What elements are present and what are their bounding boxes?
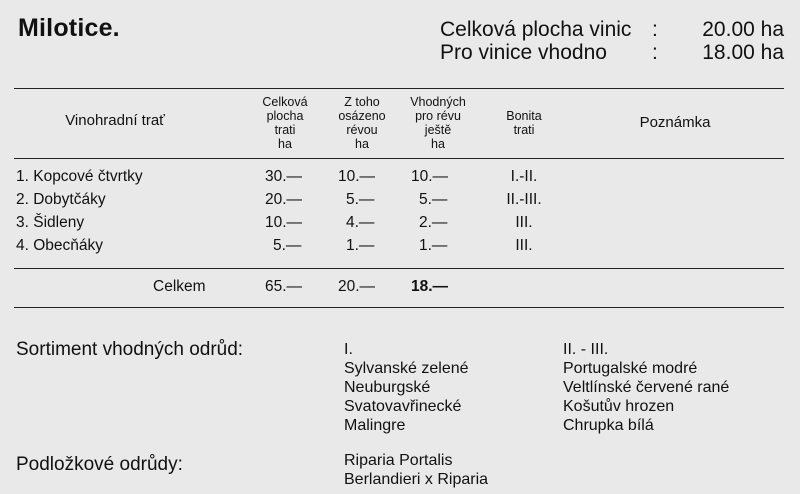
header-planted: Z toho osázeno révou ha [338, 95, 386, 151]
row-3-rating: III. [515, 214, 533, 231]
header-total-area: Celková plocha trati ha [262, 95, 308, 151]
list-item: Neuburgské [344, 379, 431, 396]
table-top-rule [14, 88, 784, 89]
row-1-suitable: 10.— [411, 168, 449, 185]
row-2-rating: II.-III. [506, 191, 542, 208]
varieties-group2-list [563, 359, 729, 435]
row-2-planted: 5.— [346, 191, 375, 208]
header-suitable: Vhodných pro révu ještě ha [410, 95, 466, 151]
totals-planted: 20.— [338, 278, 376, 295]
rootstocks-label: Podložkové odrůdy: [16, 454, 183, 475]
header-rating: Bonita trati [506, 109, 542, 137]
row-3-suitable: 2.— [419, 214, 448, 231]
list-item: Portugalské modré [563, 360, 698, 377]
totals-total: 65.— [265, 278, 303, 295]
list-item: Riparia Portalis [344, 452, 453, 469]
row-4-rating: III. [515, 237, 533, 254]
varieties-label: Sortiment vhodných odrůd: [16, 339, 244, 360]
table-bottom-rule [14, 307, 784, 308]
row-4-planted: 1.— [346, 237, 375, 254]
total-area-value: 20.00 ha [702, 18, 784, 41]
rootstocks-list [344, 451, 488, 489]
page-title: Milotice. [18, 14, 120, 42]
total-area-colon: : [652, 18, 658, 41]
list-item: Veltlínské červené rané [563, 379, 730, 396]
suitable-area-value: 18.00 ha [702, 41, 784, 64]
header-vineyard: Vinohradní trať [65, 112, 165, 129]
list-item: Berlandieri x Riparia [344, 471, 489, 488]
row-2-name: 2. Dobytčáky [16, 191, 106, 208]
row-4-name: 4. Obecňáky [16, 237, 104, 254]
list-item: Sylvanské zelené [344, 360, 469, 377]
row-2-suitable: 5.— [419, 191, 448, 208]
list-item: Malingre [344, 417, 406, 434]
table-body-rule [14, 268, 784, 269]
row-1-total: 30.— [265, 168, 303, 185]
row-1-name: 1. Kopcové čtvrtky [16, 168, 143, 185]
row-3-planted: 4.— [346, 214, 375, 231]
header-note: Poznámka [639, 114, 711, 131]
row-2-total: 20.— [265, 191, 303, 208]
list-item: Košutův hrozen [563, 398, 675, 415]
suitable-area-colon: : [652, 41, 658, 64]
varieties-group2-heading: II. - III. [563, 341, 609, 358]
row-1-rating: I.-II. [510, 168, 538, 185]
row-4-total: 5.— [273, 237, 302, 254]
varieties-group1-heading: I. [344, 341, 353, 358]
row-3-name: 3. Šidleny [16, 214, 85, 231]
suitable-area-label: Pro vinice vhodno [440, 41, 607, 64]
row-1-planted: 10.— [338, 168, 376, 185]
row-3-total: 10.— [265, 214, 303, 231]
total-area-label: Celková plocha vinic [440, 18, 632, 41]
list-item: Svatovavřinecké [344, 398, 462, 415]
totals-label: Celkem [153, 278, 206, 295]
row-4-suitable: 1.— [419, 237, 448, 254]
totals-suitable: 18.— [411, 278, 449, 295]
table-header-rule [14, 158, 784, 159]
varieties-group1-list [344, 359, 469, 435]
list-item: Chrupka bílá [563, 417, 654, 434]
